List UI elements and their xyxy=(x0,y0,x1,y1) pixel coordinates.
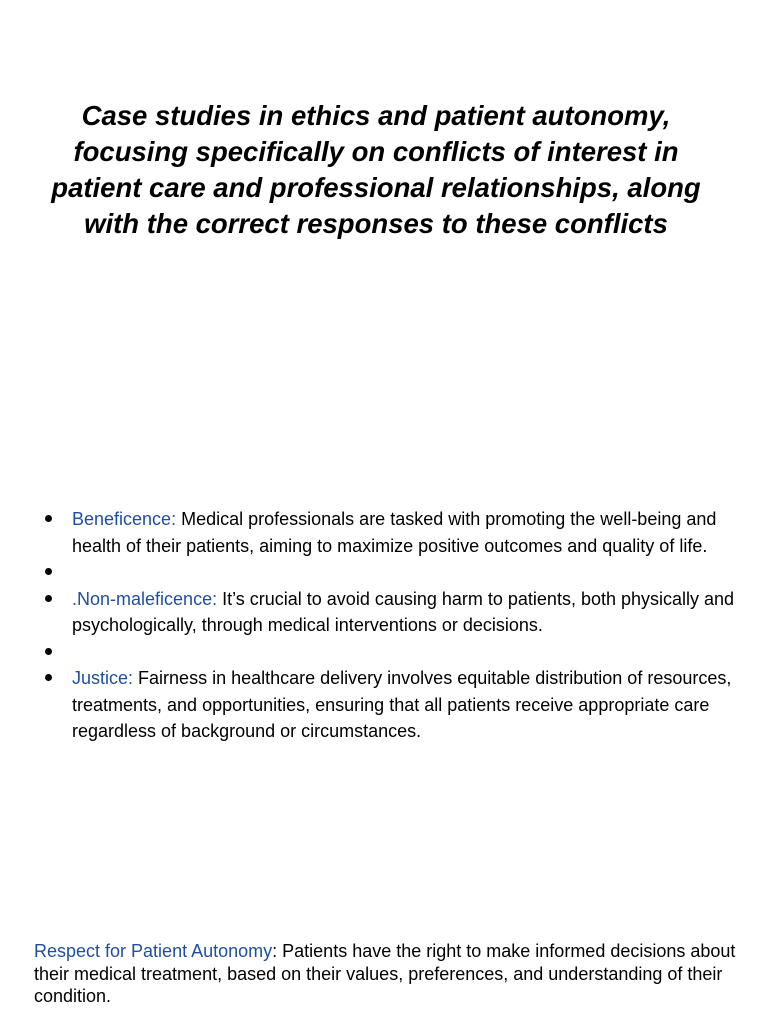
definition-justice: Fairness in healthcare delivery involves equitable distribution of resources, treatments, and opportunities, ensuring that all patients receive appropriate care regardless of background or circumstances. xyxy=(72,668,732,741)
definition-patient-autonomy: Patients have the right to make informed decisions about their medical treatment, based on their values, preferences, and understanding of their condition. xyxy=(34,941,736,1006)
bullet-icon xyxy=(45,674,52,681)
term-separator: : xyxy=(272,941,278,961)
list-item-empty xyxy=(0,559,768,586)
bullet-icon xyxy=(45,648,52,655)
list-item-non-maleficence xyxy=(0,586,768,639)
leading-period: . xyxy=(72,588,78,609)
bullet-icon xyxy=(45,568,52,575)
list-item-justice xyxy=(0,665,768,745)
autonomy-paragraph xyxy=(34,940,744,1008)
term-justice: Justice xyxy=(72,668,129,688)
bullet-icon xyxy=(45,515,52,522)
principles-list xyxy=(0,506,768,745)
list-item-beneficence xyxy=(0,506,768,559)
definition-beneficence: Medical professionals are tasked with promoting the well-being and health of their patients, aiming to maximize positive outcomes and quality of life. xyxy=(72,509,717,556)
page-title: Case studies in ethics and patient autonomy, focusing specifically on conflicts of interest in patient care and professional relationships, along with the correct responses to these conflicts xyxy=(51,100,701,239)
bullet-icon xyxy=(45,595,52,602)
definition-non-maleficence: It’s crucial to avoid causing harm to patients, both physically and psychologically, through medical interventions or decisions. xyxy=(72,588,735,635)
list-item-empty xyxy=(0,639,768,666)
term-separator: : xyxy=(212,588,218,609)
term-patient-autonomy: Respect for Patient Autonomy xyxy=(34,941,273,961)
term-separator: : xyxy=(171,509,177,529)
term-separator: : xyxy=(128,668,134,688)
term-beneficence: Beneficence xyxy=(72,509,172,529)
term-non-maleficence: Non-maleficence xyxy=(77,588,213,609)
